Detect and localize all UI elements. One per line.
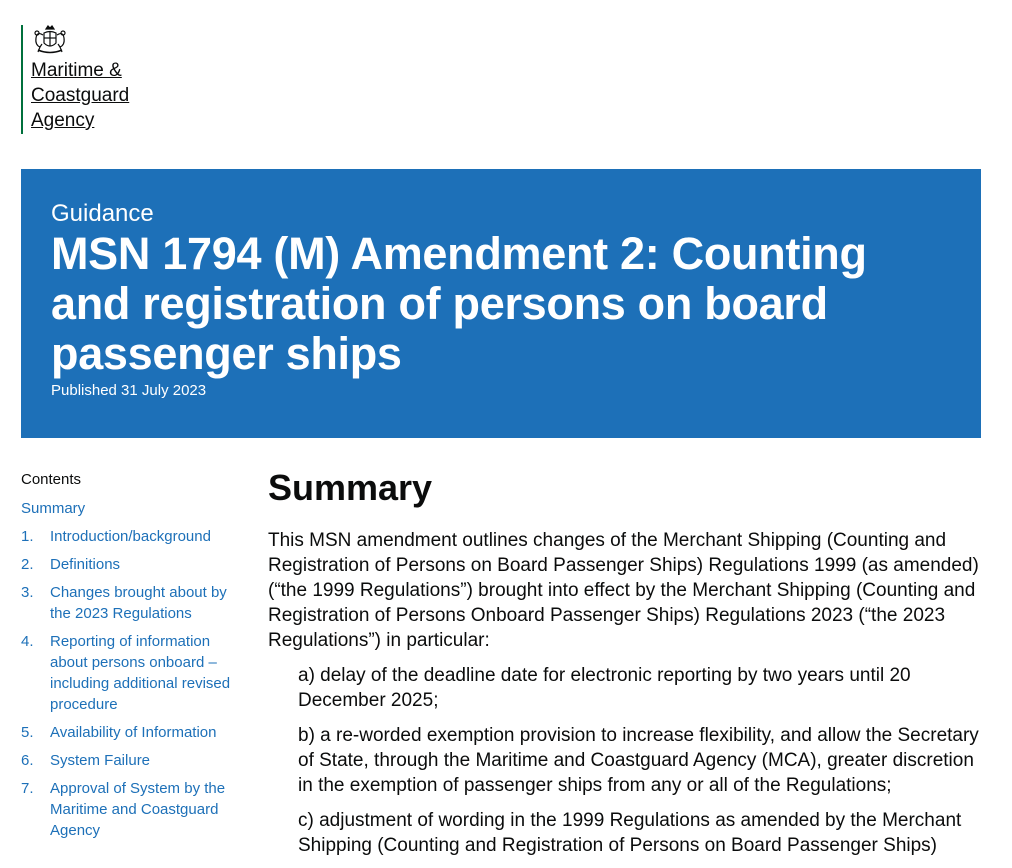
contents-item-number: 3. (21, 584, 34, 601)
contents-heading: Contents (21, 471, 82, 488)
contents-item[interactable] (21, 554, 246, 575)
organisation-name-line-3[interactable]: Agency (31, 110, 95, 131)
summary-intro-paragraph: This MSN amendment outlines changes of the Merchant Shipping (Counting and Registration of Persons on Board Passenger Ships) Regulations 1999 (as amended) (“the 1999 Regulations”) brought into effect by the Merchant Shipping (Counting and Registration of Persons Onboard Passenger Ships) Regulations 2023 (“the 2023 Regulations”) in particular: (268, 530, 979, 651)
royal-coat-of-arms-icon (31, 25, 69, 57)
contents-item-number: 1. (21, 528, 34, 545)
contents-link-summary[interactable]: Summary (21, 500, 86, 517)
contents-item[interactable] (21, 750, 246, 771)
contents-link-definitions[interactable]: Definitions (50, 556, 121, 573)
contents-item-number: 7. (21, 780, 34, 797)
contents-item[interactable] (21, 778, 246, 841)
contents-item-number: 5. (21, 724, 34, 741)
page-header-banner (21, 169, 981, 438)
contents-item[interactable] (21, 631, 246, 715)
summary-point-c: c) adjustment of wording in the 1999 Regulations as amended by the Merchant Shipping (Counting and Registration of Persons on Board Passenger Ships) (298, 810, 962, 856)
organisation-name-line-2[interactable]: Coastguard (31, 85, 130, 106)
organisation-logo[interactable] (21, 25, 181, 134)
main-content (268, 465, 980, 868)
contents-item[interactable] (21, 722, 246, 743)
contents-list (21, 468, 246, 848)
contents-item-number: 4. (21, 633, 34, 650)
contents-link-changes[interactable]: Changes brought about by the 2023 Regulations (50, 584, 227, 622)
contents-link-approval[interactable]: Approval of System by the Maritime and Coastguard Agency (50, 780, 226, 839)
organisation-name-line-1[interactable]: Maritime & (31, 60, 122, 81)
summary-point-b: b) a re-worded exemption provision to increase flexibility, and allow the Secretary of State, through the Maritime and Coastguard Agency (MCA), greater discretion in the exemption of passenger ships from any or all of the Regulations; (298, 725, 979, 796)
contents-item[interactable] (21, 582, 246, 624)
contents-link-introduction[interactable]: Introduction/background (50, 528, 211, 545)
contents-item-number: 6. (21, 752, 34, 769)
contents-link-reporting[interactable]: Reporting of information about persons onboard – including additional revised procedure (50, 633, 231, 713)
section-heading-summary: Summary (268, 467, 433, 508)
contents-link-system-failure[interactable]: System Failure (50, 752, 151, 769)
contents-link-availability[interactable]: Availability of Information (50, 724, 217, 741)
summary-point-a: a) delay of the deadline date for electronic reporting by two years until 20 December 2025; (298, 665, 911, 711)
published-date: Published 31 July 2023 (51, 382, 207, 399)
contents-item-number: 2. (21, 556, 34, 573)
page-title: MSN 1794 (M) Amendment 2: Counting and registration of persons on board passenger ships (51, 228, 867, 379)
contents-item[interactable] (21, 526, 246, 547)
document-type-caption: Guidance (51, 200, 154, 227)
